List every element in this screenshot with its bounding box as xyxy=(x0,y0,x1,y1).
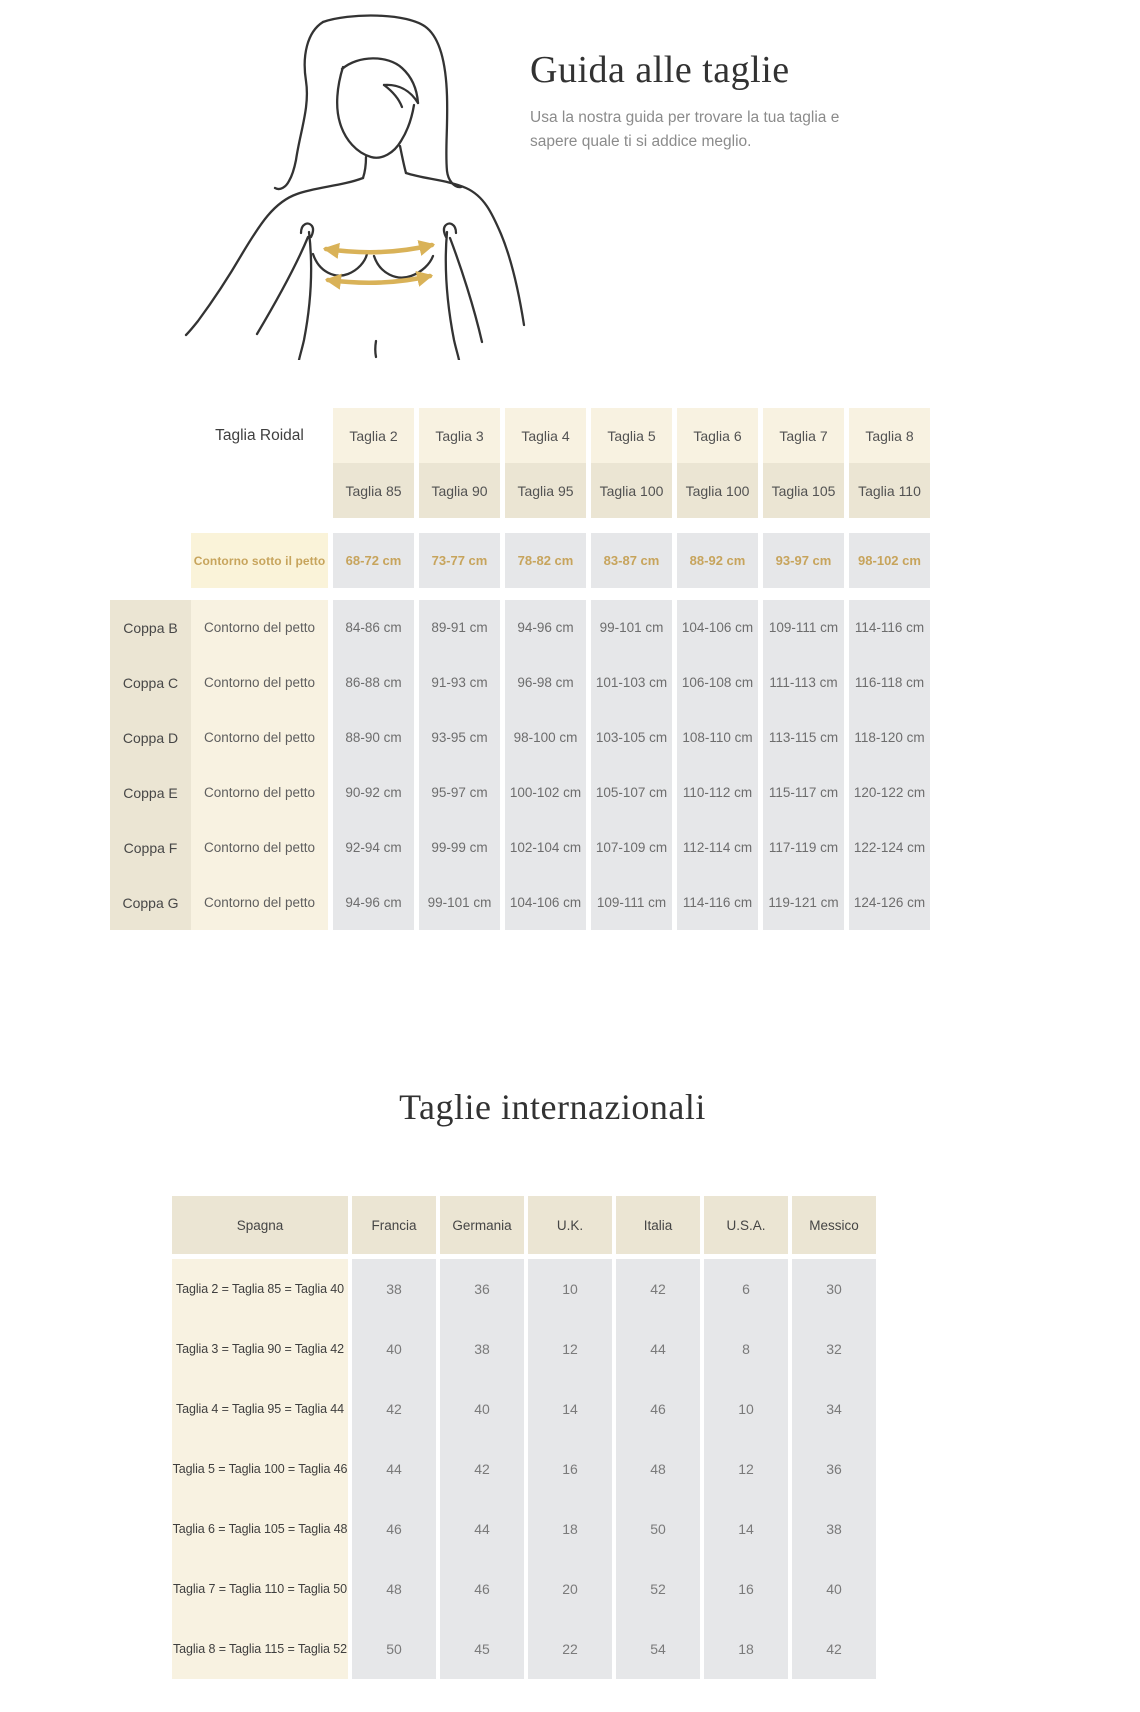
size-header-alt: Taglia 95 xyxy=(505,463,586,518)
international-size-table xyxy=(172,1196,876,1679)
size-value: 40 xyxy=(440,1379,524,1439)
table-row-label xyxy=(110,655,328,710)
measure-label: Contorno del petto xyxy=(191,820,328,875)
spain-size-label: Taglia 5 = Taglia 100 = Taglia 46 xyxy=(172,1439,348,1499)
table-row-label xyxy=(110,600,328,655)
underbust-label-cell xyxy=(110,533,328,588)
size-table-header xyxy=(110,408,930,518)
measure-value: 109-111 cm xyxy=(763,600,844,655)
cup-label: Coppa B xyxy=(110,600,191,655)
size-value: 22 xyxy=(528,1619,612,1679)
size-value: 16 xyxy=(528,1439,612,1499)
international-table-header xyxy=(172,1196,876,1254)
measure-value: 86-88 cm xyxy=(333,655,414,710)
measure-value: 114-116 cm xyxy=(849,600,930,655)
size-header-alt: Taglia 100 xyxy=(591,463,672,518)
measure-value: 104-106 cm xyxy=(505,875,586,930)
size-value: 44 xyxy=(616,1319,700,1379)
size-value: 45 xyxy=(440,1619,524,1679)
size-value: 44 xyxy=(440,1499,524,1559)
underbust-value: 93-97 cm xyxy=(763,533,844,588)
measure-value: 119-121 cm xyxy=(763,875,844,930)
measure-label: Contorno del petto xyxy=(191,710,328,765)
measure-value: 120-122 cm xyxy=(849,765,930,820)
measure-value: 112-114 cm xyxy=(677,820,758,875)
measure-label: Contorno del petto xyxy=(191,875,328,930)
size-header-alt: Taglia 110 xyxy=(849,463,930,518)
size-value: 14 xyxy=(528,1379,612,1439)
country-header: U.S.A. xyxy=(704,1196,788,1254)
measure-value: 108-110 cm xyxy=(677,710,758,765)
measure-value: 109-111 cm xyxy=(591,875,672,930)
corner-label: Taglia Roidal xyxy=(215,426,304,444)
size-header-alt: Taglia 105 xyxy=(763,463,844,518)
measure-value: 99-101 cm xyxy=(419,875,500,930)
size-header: Taglia 7 xyxy=(763,408,844,463)
size-value: 38 xyxy=(352,1259,436,1319)
cup-label: Coppa C xyxy=(110,655,191,710)
measure-value: 84-86 cm xyxy=(333,600,414,655)
table-row-label xyxy=(110,820,328,875)
size-value: 42 xyxy=(616,1259,700,1319)
empty-cell xyxy=(110,463,328,518)
underbust-value: 78-82 cm xyxy=(505,533,586,588)
measure-value: 113-115 cm xyxy=(763,710,844,765)
table-row-label xyxy=(110,875,328,930)
measure-value: 88-90 cm xyxy=(333,710,414,765)
cup-rows xyxy=(110,600,930,930)
page-title: Guida alle taglie xyxy=(530,49,790,91)
measure-value: 102-104 cm xyxy=(505,820,586,875)
country-header: Messico xyxy=(792,1196,876,1254)
measure-label: Contorno del petto xyxy=(191,600,328,655)
size-value: 48 xyxy=(352,1559,436,1619)
spain-size-label: Taglia 4 = Taglia 95 = Taglia 44 xyxy=(172,1379,348,1439)
measure-value: 114-116 cm xyxy=(677,875,758,930)
size-header: Taglia 2 xyxy=(333,408,414,463)
measure-value: 92-94 cm xyxy=(333,820,414,875)
spain-size-label: Taglia 2 = Taglia 85 = Taglia 40 xyxy=(172,1259,348,1319)
size-value: 32 xyxy=(792,1319,876,1379)
measure-value: 104-106 cm xyxy=(677,600,758,655)
size-header: Taglia 3 xyxy=(419,408,500,463)
measure-value: 124-126 cm xyxy=(849,875,930,930)
cup-label: Coppa F xyxy=(110,820,191,875)
size-header: Taglia 5 xyxy=(591,408,672,463)
measure-value: 103-105 cm xyxy=(591,710,672,765)
measure-value: 122-124 cm xyxy=(849,820,930,875)
size-value: 54 xyxy=(616,1619,700,1679)
size-header-alt: Taglia 100 xyxy=(677,463,758,518)
size-value: 34 xyxy=(792,1379,876,1439)
size-value: 50 xyxy=(616,1499,700,1559)
size-value: 16 xyxy=(704,1559,788,1619)
size-value: 36 xyxy=(792,1439,876,1499)
underbust-value: 68-72 cm xyxy=(333,533,414,588)
measure-value: 94-96 cm xyxy=(333,875,414,930)
measure-value: 118-120 cm xyxy=(849,710,930,765)
size-value: 8 xyxy=(704,1319,788,1379)
size-value: 10 xyxy=(528,1259,612,1319)
international-table-body xyxy=(172,1259,876,1679)
size-value: 10 xyxy=(704,1379,788,1439)
measure-value: 111-113 cm xyxy=(763,655,844,710)
country-header: Italia xyxy=(616,1196,700,1254)
spain-size-label: Taglia 3 = Taglia 90 = Taglia 42 xyxy=(172,1319,348,1379)
country-header: Germania xyxy=(440,1196,524,1254)
measure-value: 98-100 cm xyxy=(505,710,586,765)
size-value: 38 xyxy=(440,1319,524,1379)
measure-value: 90-92 cm xyxy=(333,765,414,820)
page-subtitle: Usa la nostra guida per trovare la tua taglia e sapere quale ti si addice meglio. xyxy=(530,109,840,151)
measure-value: 89-91 cm xyxy=(419,600,500,655)
roidal-size-table xyxy=(110,408,930,930)
size-value: 46 xyxy=(616,1379,700,1439)
size-value: 46 xyxy=(352,1499,436,1559)
figure-outline xyxy=(186,16,524,360)
measure-value: 105-107 cm xyxy=(591,765,672,820)
spain-size-label: Taglia 8 = Taglia 115 = Taglia 52 xyxy=(172,1619,348,1679)
measure-value: 116-118 cm xyxy=(849,655,930,710)
hero-text-block xyxy=(530,48,880,154)
measure-label: Contorno del petto xyxy=(191,765,328,820)
size-value: 6 xyxy=(704,1259,788,1319)
measure-value: 115-117 cm xyxy=(763,765,844,820)
size-header: Taglia 6 xyxy=(677,408,758,463)
size-value: 12 xyxy=(704,1439,788,1499)
size-value: 40 xyxy=(792,1559,876,1619)
size-header: Taglia 4 xyxy=(505,408,586,463)
measure-value: 110-112 cm xyxy=(677,765,758,820)
spain-size-label: Taglia 6 = Taglia 105 = Taglia 48 xyxy=(172,1499,348,1559)
size-value: 36 xyxy=(440,1259,524,1319)
country-header: Spagna xyxy=(172,1196,348,1254)
size-value: 18 xyxy=(704,1619,788,1679)
measure-value: 99-99 cm xyxy=(419,820,500,875)
size-value: 48 xyxy=(616,1439,700,1499)
size-value: 42 xyxy=(352,1379,436,1439)
international-sizes-title: Taglie internazionali xyxy=(399,1087,706,1127)
measure-value: 107-109 cm xyxy=(591,820,672,875)
size-value: 46 xyxy=(440,1559,524,1619)
measure-label: Contorno del petto xyxy=(191,655,328,710)
bra-measurement-illustration xyxy=(170,10,530,360)
corner-cell xyxy=(110,408,328,463)
spain-size-label: Taglia 7 = Taglia 110 = Taglia 50 xyxy=(172,1559,348,1619)
country-header: U.K. xyxy=(528,1196,612,1254)
measure-value: 101-103 cm xyxy=(591,655,672,710)
size-value: 30 xyxy=(792,1259,876,1319)
size-value: 14 xyxy=(704,1499,788,1559)
size-value: 44 xyxy=(352,1439,436,1499)
measure-value: 117-119 cm xyxy=(763,820,844,875)
size-value: 42 xyxy=(440,1439,524,1499)
size-value: 40 xyxy=(352,1319,436,1379)
underbust-row xyxy=(110,533,930,588)
size-value: 50 xyxy=(352,1619,436,1679)
size-value: 12 xyxy=(528,1319,612,1379)
size-value: 18 xyxy=(528,1499,612,1559)
underbust-value: 83-87 cm xyxy=(591,533,672,588)
underbust-value: 98-102 cm xyxy=(849,533,930,588)
underbust-value: 88-92 cm xyxy=(677,533,758,588)
size-header-alt: Taglia 90 xyxy=(419,463,500,518)
cup-label: Coppa D xyxy=(110,710,191,765)
measure-value: 95-97 cm xyxy=(419,765,500,820)
measure-value: 106-108 cm xyxy=(677,655,758,710)
cup-label: Coppa E xyxy=(110,765,191,820)
measure-value: 100-102 cm xyxy=(505,765,586,820)
size-header: Taglia 8 xyxy=(849,408,930,463)
size-value: 38 xyxy=(792,1499,876,1559)
cup-label: Coppa G xyxy=(110,875,191,930)
size-header-alt: Taglia 85 xyxy=(333,463,414,518)
measure-value: 94-96 cm xyxy=(505,600,586,655)
underbust-label: Contorno sotto il petto xyxy=(191,533,328,588)
table-row-label xyxy=(110,710,328,765)
table-row-label xyxy=(110,765,328,820)
measure-value: 99-101 cm xyxy=(591,600,672,655)
measure-value: 91-93 cm xyxy=(419,655,500,710)
measure-value: 96-98 cm xyxy=(505,655,586,710)
measure-value: 93-95 cm xyxy=(419,710,500,765)
size-value: 20 xyxy=(528,1559,612,1619)
underbust-value: 73-77 cm xyxy=(419,533,500,588)
size-value: 52 xyxy=(616,1559,700,1619)
size-value: 42 xyxy=(792,1619,876,1679)
country-header: Francia xyxy=(352,1196,436,1254)
